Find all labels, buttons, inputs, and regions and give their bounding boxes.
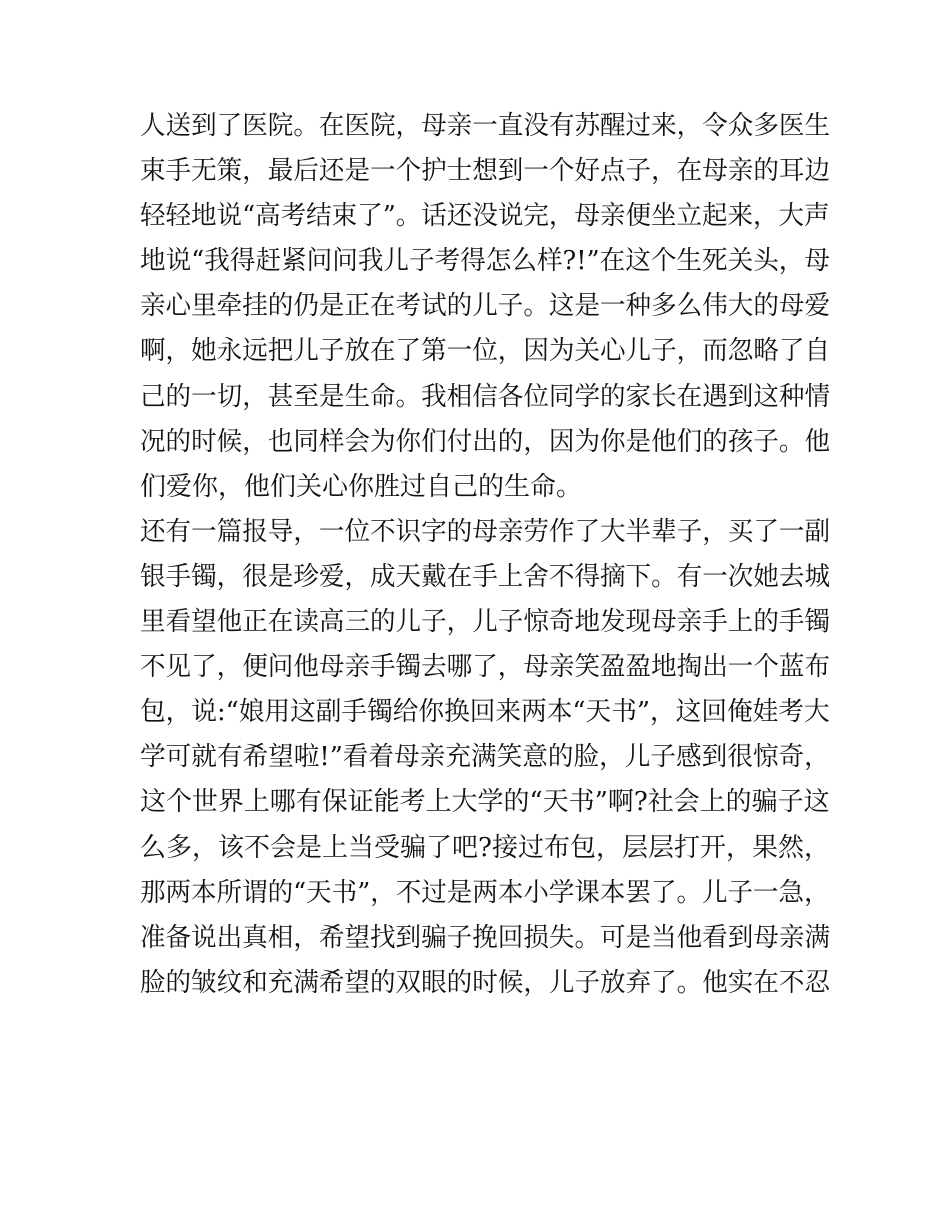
text-line: 况的时候，也同样会为你们付出的，因为你是他们的孩子。他 [140, 426, 831, 457]
text-line: 们爱你，他们关心你胜过自己的生命。 [140, 471, 583, 502]
text-line: 还有一篇报导，一位不识字的母亲劳作了大半辈子，买了一副 [140, 516, 831, 547]
text-line: 束手无策，最后还是一个护士想到一个好点子，在母亲的耳边 [140, 156, 831, 187]
text-line: 亲心里牵挂的仍是正在考试的儿子。这是一种多么伟大的母爱 [140, 291, 831, 322]
text-line: 那两本所谓的“天书”，不过是两本小学课本罢了。儿子一急， [140, 877, 830, 908]
text-line: 学可就有希望啦!”看着母亲充满笑意的脸，儿子感到很惊奇， [140, 742, 830, 773]
body-text [140, 104, 830, 1006]
text-line: 准备说出真相，希望找到骗子挽回损失。可是当他看到母亲满 [140, 922, 831, 953]
text-line: 里看望他正在读高三的儿子，儿子惊奇地发现母亲手上的手镯 [140, 607, 831, 638]
text-line: 轻轻地说“高考结束了”。话还没说完，母亲便坐立起来，大声 [140, 201, 830, 232]
text-line: 人送到了医院。在医院，母亲一直没有苏醒过来，令众多医生 [140, 111, 831, 141]
text-line: 己的一切，甚至是生命。我相信各位同学的家长在遇到这种情 [140, 381, 831, 412]
text-line: 脸的皱纹和充满希望的双眼的时候，儿子放弃了。他实在不忍 [140, 967, 831, 998]
text-line: 包，说:“娘用这副手镯给你换回来两本“天书”，这回俺娃考大 [140, 697, 830, 728]
text-line: 这个世界上哪有保证能考上大学的“天书”啊?社会上的骗子这 [140, 787, 830, 818]
text-line: 银手镯，很是珍爱，成天戴在手上舍不得摘下。有一次她去城 [140, 561, 831, 592]
text-line: 么多，该不会是上当受骗了吧?接过布包，层层打开，果然， [140, 832, 830, 863]
text-line: 地说“我得赶紧问问我儿子考得怎么样?!”在这个生死关头，母 [140, 246, 830, 277]
text-line: 啊，她永远把儿子放在了第一位，因为关心儿子，而忽略了自 [140, 336, 831, 367]
text-line: 不见了，便问他母亲手镯去哪了，母亲笑盈盈地掏出一个蓝布 [140, 652, 831, 683]
